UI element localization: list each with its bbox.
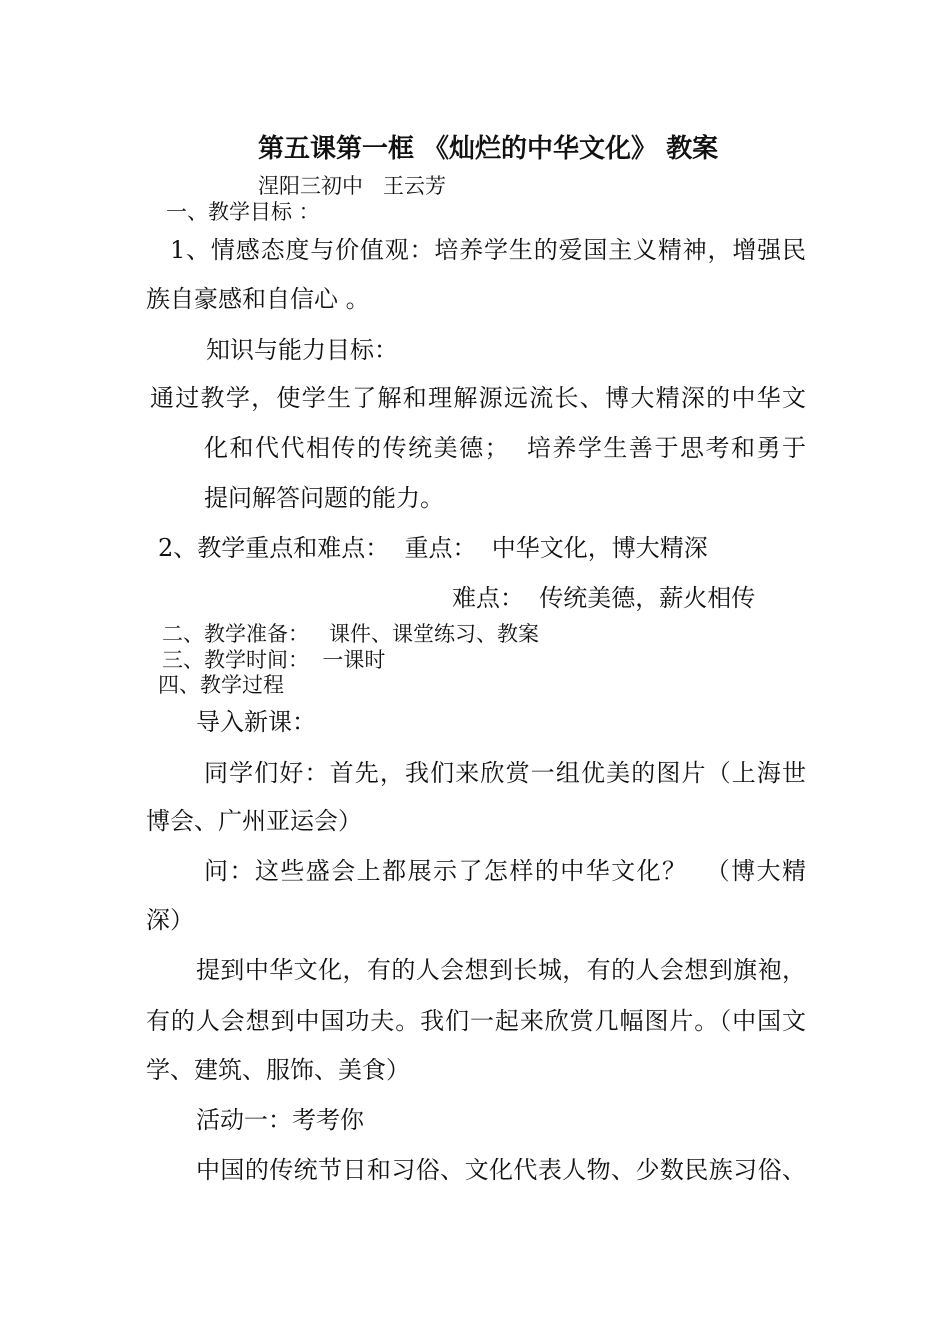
difficulty-line: 难点： 传统美德，薪火相传 [452, 584, 756, 612]
section-preparation: 二、教学准备： 课件、课堂练习、教案 [162, 622, 540, 646]
knowledge-line1: 通过教学，使学生了解和理解源远流长、博大精深的中华文 [150, 384, 806, 412]
knowledge-line3: 提问解答问题的能力。 [204, 484, 444, 512]
intro-line2: 博会、广州亚运会） [146, 807, 362, 835]
knowledge-heading: 知识与能力目标： [206, 336, 398, 364]
paragraph-line1: 提到中华文化，有的人会想到长城，有的人会想到旗袍， [196, 956, 806, 984]
goal1-line2: 族自豪感和自信心 。 [146, 285, 370, 313]
section-time: 三、教学时间： 一课时 [162, 648, 386, 672]
activity-heading: 活动一：考考你 [196, 1106, 364, 1134]
activity-line1: 中国的传统节日和习俗、文化代表人物、少数民族习俗、 [196, 1156, 806, 1184]
paragraph-line2: 有的人会想到中国功夫。我们一起来欣赏几幅图片。（中国文 [146, 1007, 806, 1035]
document-title: 第五课第一框 《灿烂的中华文化》 教案 [258, 134, 719, 164]
question-line2: 深） [146, 906, 194, 934]
goal1-line1: 1、情感态度与价值观：培养学生的爱国主义精神，增强民 [170, 236, 806, 264]
intro-heading: 导入新课： [196, 708, 316, 736]
intro-line1: 同学们好：首先，我们来欣赏一组优美的图片（上海世 [204, 759, 806, 787]
knowledge-line2: 化和代代相传的传统美德； 培养学生善于思考和勇于 [204, 434, 806, 462]
section-heading-goals: 一、教学目标 ： [166, 200, 320, 224]
author-line: 涅阳三初中 王云芳 [258, 174, 447, 198]
section-process: 四、教学过程 [158, 673, 284, 697]
key-points-line: 2、教学重点和难点： 重点： 中华文化，博大精深 [158, 534, 708, 562]
paragraph-line3: 学、建筑、服饰、美食） [146, 1056, 410, 1084]
question-line1: 问：这些盛会上都展示了怎样的中华文化？ （博大精 [204, 857, 806, 885]
